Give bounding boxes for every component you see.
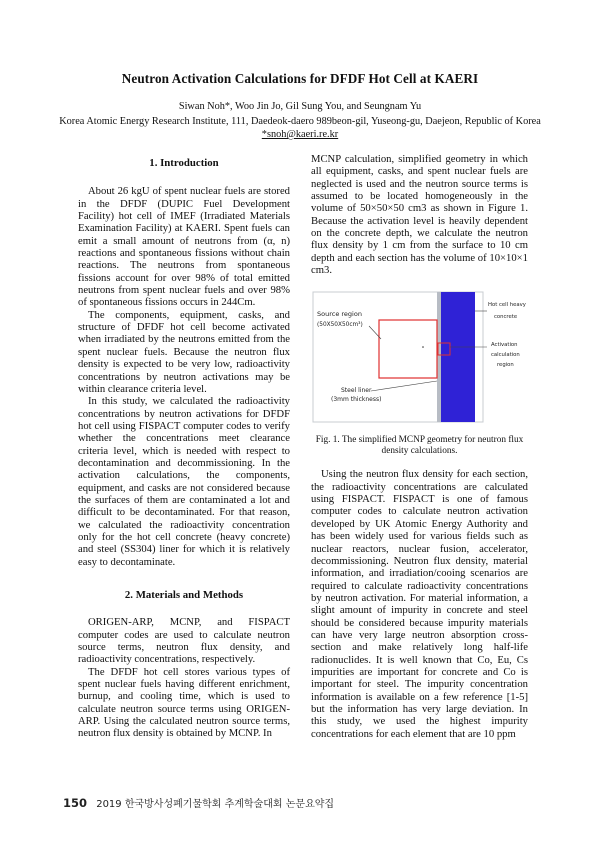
label-hot-cell-1: Hot cell heavy <box>488 302 526 309</box>
author-list: Siwan Noh*, Woo Jin Jo, Gil Sung You, and Seungnam Yu <box>178 101 422 112</box>
left-column <box>78 152 290 741</box>
methods-paragraph-1: ORIGEN-ARP, MCNP, and FISPACT computer codes are used to calculate neutron source terms, neutron flux density, and radioactivity concentrations, respectively. <box>78 617 290 666</box>
steel-liner-band <box>437 292 441 422</box>
label-steel-thickness: (3mm thickness) <box>331 396 382 404</box>
methods-paragraph-2: The DFDF hot cell stores various types of spent nuclear fuels having different enrichment, burnup, and cooling time, which is used to calculate neutron source terms using ORIGEN-ARP. Using the calculated neutron source terms, neutron flux density is obtained by MCNP. In <box>78 666 290 740</box>
page-title: Neutron Activation Calculations for DFDF Hot Cell at KAERI <box>121 71 479 86</box>
figure-1-geometry <box>311 291 528 427</box>
fispact-paragraph: Using the neutron flux density for each section, the radioactivity concentrations are calculated using FISPACT. FISPACT is one of famous computer codes to calculate neutron activation developed by UK Atomic Energy Authority and has been widely used for various fields such as nuclear reactors, nuclear fusion, accelerator, decommissioning. Neutron flux density, material information, and irradiation/cooing scenarios are required to calculate radioactivity concentrations by neutron activation. For material information, a slight amount of impurity in concrete and steel should be considered because impurity materials can have very large neutron absorption cross-section and make relatively long half-life radionuclides. It is well known that Co, Eu, Cs impurities are important for concrete and Co is important for steel. The impurity concentration information is available on a few reference [1-5] but the information has very large deviation. In this study, we used the highest impurity concentrations for each element that are 10 ppm <box>311 469 528 740</box>
label-source-region: Source region <box>317 310 362 319</box>
source-center-dot <box>422 347 424 349</box>
label-activation-1: Activation <box>491 342 518 349</box>
section-heading-methods: 2. Materials and Methods <box>124 589 244 601</box>
mcnp-paragraph: MCNP calculation, simplified geometry in which all equipment, casks, and spent nuclear fuels are neglected is used and the neutron source terms is assumed to be located homogeneously in the volume of 50×50×50 cm3 as shown in Figure 1. Because the activation level is heavily dependent on the concrete depth, we calculate the neutron flux density by 1 cm from the surface to 10 cm depth and each section has the volume of 10×10×1 cm3. <box>311 154 528 277</box>
intro-paragraph-3: In this study, we calculated the radioactivity concentrations by neutron activations for DFDF hot cell using FISPACT computer codes to verify whether the concentrations meet clearance criteria level, which is needed with respect to decontamination and decommissioning. In the activation calculations, the components, equipment, and casks are not considered because the surfaces of them are contaminated a lot and difficult to be decontaminated. For that reason, we calculated the radioactivity concentration only for the hot cell concrete (heavy concrete) and steel (SS304) liner for which it is relatively easy to decontaminate. <box>78 396 290 568</box>
author-email[interactable] <box>0 129 600 140</box>
email-text[interactable]: *snoh@kaeri.re.kr <box>261 129 339 140</box>
conference-name: 2019 한국방사성폐기물학회 추계학술대회 논문요약집 <box>96 799 335 810</box>
right-column <box>311 154 528 741</box>
hot-cell-concrete <box>441 292 475 422</box>
affiliation: Korea Atomic Energy Research Institute, 111, Daedeok-daero 989beon-gil, Yuseong-gu, Daejeon, Republic of Korea <box>59 116 541 127</box>
figure-caption: Fig. 1. The simplified MCNP geometry for neutron flux density calculations. <box>315 435 524 457</box>
page-number: 150 <box>63 796 88 810</box>
intro-paragraph-1: About 26 kgU of spent nuclear fuels are stored in the DFDF (DUPIC Fuel Development Facility) hot cell of IMEF (Irradiated Materials Examination Facility) at KAERI. Spent fuels can emit a small amount of neutrons from (α, n) reactions and spontaneous fissions without chain reactions. The neutrons from spontaneous fissions account for over 98% of total emitted neutrons from spent nuclear fuels and over 98% of spontaneous fissions occurs in 244Cm. <box>78 186 290 309</box>
section-heading-introduction: 1. Introduction <box>149 157 219 169</box>
label-source-dimensions: (50X50X50cm³) <box>317 322 363 329</box>
label-activation-3: region <box>497 362 514 369</box>
label-steel-liner: Steel liner <box>341 387 372 395</box>
mcnp-geometry-diagram <box>311 291 528 427</box>
label-activation-2: calculation <box>491 352 520 359</box>
page-footer <box>63 795 334 810</box>
label-hot-cell-2: concrete <box>494 314 518 321</box>
intro-paragraph-2: The components, equipment, casks, and structure of DFDF hot cell become activated when irradiated by the neutrons emitted from the spent nuclear fuels. Because the neutron flux density is expected to be very low, radioactivity concentrations by neutron activations may be within clearance criteria level. <box>78 309 290 395</box>
